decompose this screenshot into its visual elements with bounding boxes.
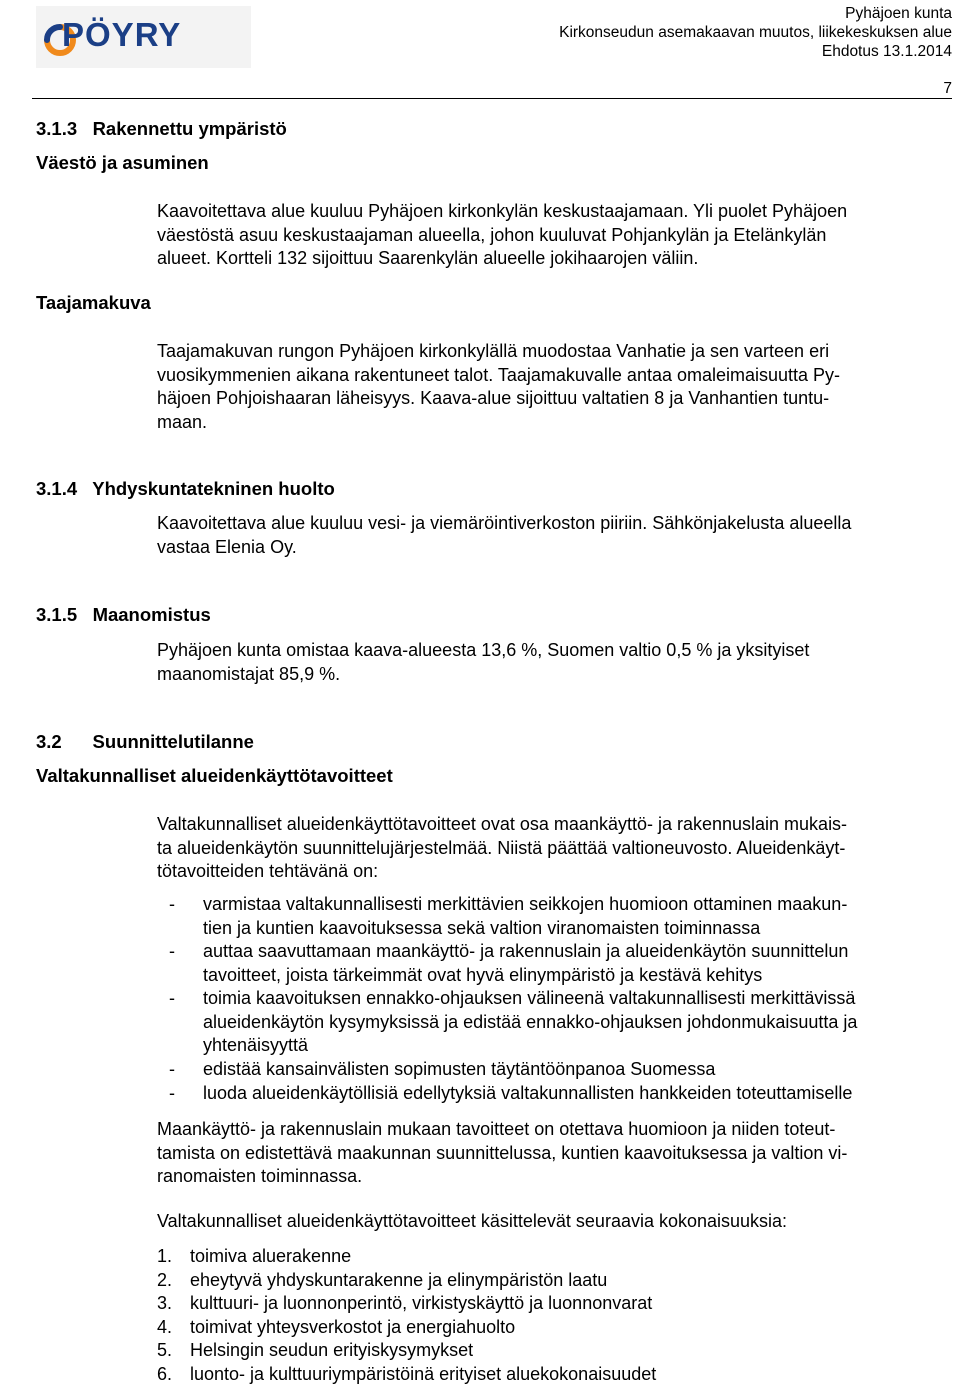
list-item-text: Helsingin seudun erityiskysymykset (190, 1340, 474, 1360)
dash-list: - varmistaa valtakunnallisesti merkittävien seikkojen huomioon ottaminen maakun- tien ja kuntien kaavoituksessa sekä valtion viranomaisten toiminnassa - auttaa saavuttamaan maankäyttö- ja rakennuslain ja alueidenkäytön suunnittelun tavoitteet, joista tärkeimmät ovat hyvä elinympäristö ja kestävä kehitys - toimia kaavoituksen ennakko-ohjauksen välineenä valtakunnallisesti merkittävissä alueidenkäytön kysymyksissä ja edistää ennakko-ohjauksen johdonmukaisuutta ja yhtenäisyyttä - edistää kansainvälisten sopimusten täytäntöönpanoa Suomessa - luoda alueidenkäytöllisiä edellytyksiä valtakunnallisten hankkeiden toteuttamiselle (0, 893, 960, 1108)
list-item-text: luonto- ja kulttuuriympäristöinä erityiset aluekokonaisuudet (190, 1363, 657, 1384)
paragraph-mrl (157, 1118, 951, 1189)
header-municipality: Pyhäjoen kunta (845, 5, 952, 22)
list-item-line: auttaa saavuttamaan maankäyttö- ja rakennuslain ja alueidenkäytön suunnittelun (203, 941, 849, 961)
paragraph-vaesto (157, 200, 951, 271)
text-line: Kaavoitettava alue kuuluu vesi- ja viemäröintiverkoston piiriin. Sähkönjakelusta alueella (157, 513, 852, 533)
text-line: Valtakunnalliset alueidenkäyttötavoitteet ovat osa maankäyttö- ja rakennuslain mukais- (157, 814, 848, 834)
text-line: ranomaisten toiminnassa. (157, 1166, 363, 1186)
text-line: Taajamakuvan rungon Pyhäjoen kirkonkylällä muodostaa Vanhatie ja sen varteen eri (157, 341, 830, 361)
text-line: vuosikymmenien aikana rakentuneet talot. Taajamakuvalle antaa omaleimaisuutta Py- (157, 364, 841, 385)
list-number: 5. (157, 1340, 173, 1360)
list-item-text: kulttuuri- ja luonnonperintö, virkistyskäyttö ja luonnonvarat (190, 1293, 653, 1313)
logo-text: PÖYRY (62, 16, 182, 53)
text-line: väestöstä asuu keskustaajaman alueella, johon kuuluvat Pohjankylän ja Etelänkylän (157, 224, 827, 245)
page-number: 7 (943, 80, 952, 97)
list-number: 1. (157, 1246, 173, 1266)
subheading-vaesto: Väestö ja asuminen (36, 152, 209, 173)
list-item-text: toimivat yhteysverkostot ja energiahuolto (190, 1316, 516, 1337)
text-line: tamista on edistettävä maakunnan suunnittelussa, kuntien kaavoituksessa ja valtion vi- (157, 1142, 848, 1163)
paragraph-maanomistus (157, 639, 951, 686)
text-line: ta alueidenkäytön suunnittelujärjestelmää. Niistä päättää valtioneuvosto. Alueidenkäyt- (157, 837, 846, 858)
list-item-line: luoda alueidenkäytöllisiä edellytyksiä valtakunnallisten hankkeiden toteuttamiselle (203, 1083, 853, 1103)
list-item-line: edistää kansainvälisten sopimusten täytäntöönpanoa Suomessa (203, 1059, 716, 1079)
text-line: Kaavoitettava alue kuuluu Pyhäjoen kirkonkylän keskustaajamaan. Yli puolet Pyhäjoen (157, 201, 848, 221)
text-line: Pyhäjoen kunta omistaa kaava-alueesta 13,6 %, Suomen valtio 0,5 % ja yksityiset (157, 640, 810, 660)
section-3-1-5-heading: 3.1.5 Maanomistus (36, 604, 211, 625)
text-line: maan. (157, 411, 208, 432)
text-line: tötavoitteiden tehtävänä on: (157, 861, 379, 881)
header-divider (32, 98, 952, 99)
list-item-line: alueidenkäytön kysymyksissä ja edistää ennakko-ohjauksen johdonmukaisuutta ja (203, 1011, 858, 1032)
list-number: 6. (157, 1363, 173, 1384)
list-item-line: yhtenäisyyttä (203, 1035, 309, 1055)
list-item-text: eheytyvä yhdyskuntarakenne ja elinympäristön laatu (190, 1269, 608, 1290)
paragraph-huolto (157, 512, 951, 559)
text-line: maanomistajat 85,9 %. (157, 663, 341, 684)
list-item-line: tavoitteet, joista tärkeimmät ovat hyvä elinympäristö ja kestävä kehitys (203, 964, 763, 985)
section-3-1-4-heading: 3.1.4 Yhdyskuntatekninen huolto (36, 478, 335, 499)
text-line: vastaa Elenia Oy. (157, 536, 297, 557)
header-draft-date: Ehdotus 13.1.2014 (821, 43, 952, 60)
text-line: häjoen Pohjoishaaran läheisyys. Kaava-alue sijoittuu valtatien 8 ja Vanhantien tuntu- (157, 388, 830, 408)
list-number: 3. (157, 1293, 173, 1313)
subheading-vat: Valtakunnalliset alueidenkäyttötavoitteet (36, 765, 393, 786)
section-3-1-3-heading: 3.1.3 Rakennettu ympäristö (36, 118, 287, 139)
paragraph-taajamakuva (157, 340, 951, 434)
list-number: 4. (157, 1316, 173, 1337)
list-item-line: toimia kaavoituksen ennakko-ohjauksen välineenä valtakunnallisesti merkittävissä (203, 988, 856, 1008)
list-item-line: tien ja kuntien kaavoituksessa sekä valtion viranomaisten toiminnassa (203, 917, 761, 938)
list-number: 2. (157, 1269, 173, 1290)
text-line: alueet. Kortteli 132 sijoittuu Saarenkylän alueelle jokihaarojen väliin. (157, 248, 699, 268)
paragraph-kokonaisuudet-intro: Valtakunnalliset alueidenkäyttötavoitteet käsittelevät seuraavia kokonaisuuksia: (157, 1211, 788, 1231)
numbered-list (0, 1245, 960, 1385)
side-label-taajamakuva: Taajamakuva (36, 292, 151, 313)
list-item-line: varmistaa valtakunnallisesti merkittävien seikkojen huomioon ottaminen maakun- (203, 894, 848, 914)
list-item-text: toimiva aluerakenne (190, 1246, 352, 1266)
header-plan-title: Kirkonseudun asemakaavan muutos, liikekeskuksen alue (559, 24, 952, 41)
text-line: Maankäyttö- ja rakennuslain mukaan tavoitteet on otettava huomioon ja niiden toteut- (157, 1119, 836, 1139)
paragraph-vat (157, 813, 951, 884)
section-3-2-heading: 3.2 Suunnittelutilanne (36, 731, 254, 752)
